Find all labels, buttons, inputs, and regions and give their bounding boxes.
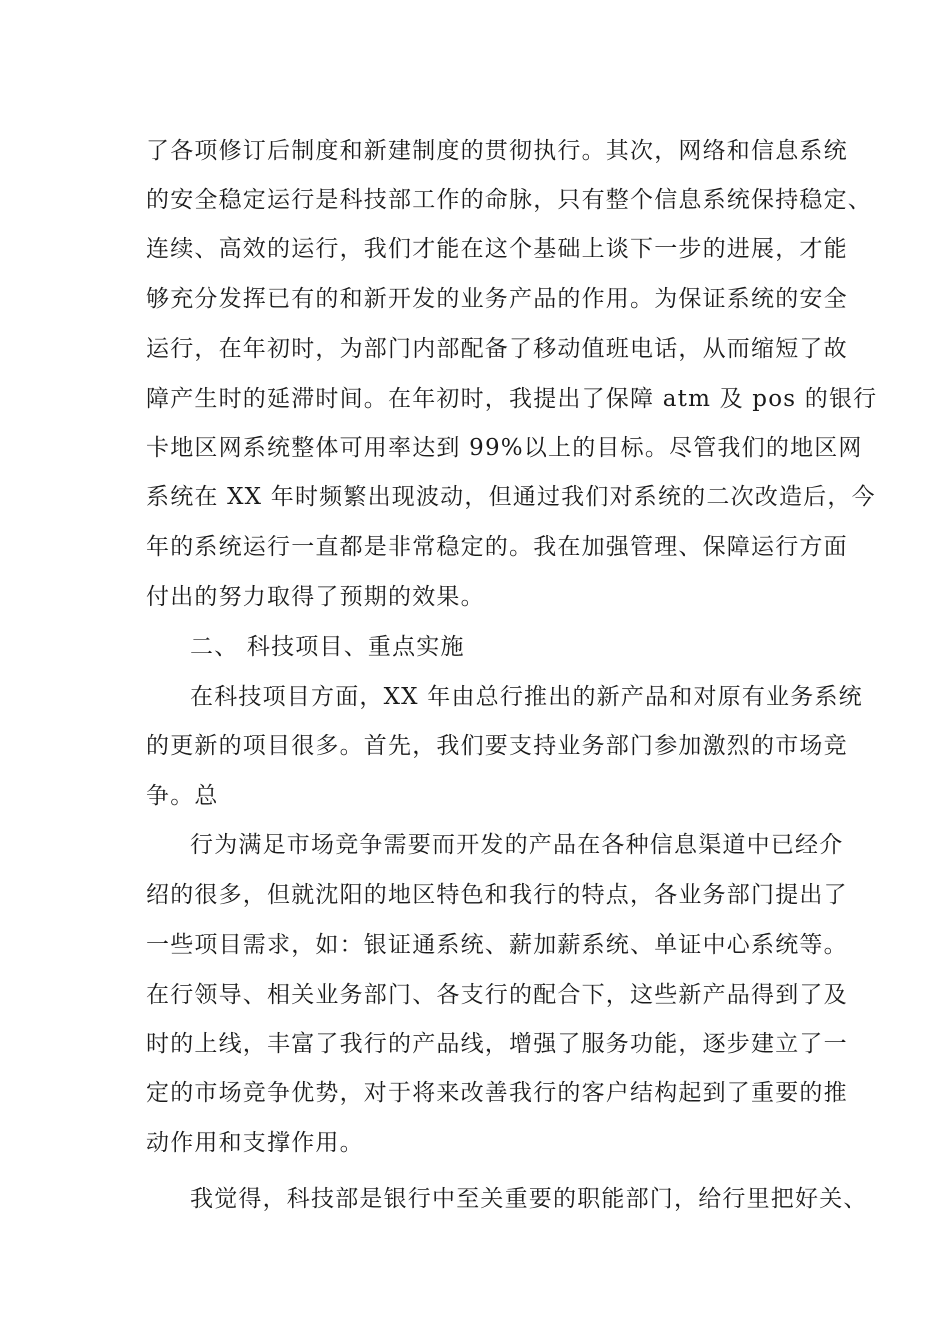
text-line: 连续、高效的运行，我们才能在这个基础上谈下一步的进展，才能 <box>146 236 848 262</box>
text-line: 一些项目需求，如：银证通系统、薪加薪系统、单证中心系统等。 <box>146 932 848 958</box>
text-line: 够充分发挥已有的和新开发的业务产品的作用。为保证系统的安全 <box>146 286 848 312</box>
text-line: 运行，在年初时，为部门内部配备了移动值班电话，从而缩短了故 <box>146 336 848 362</box>
text-line: 行为满足市场竞争需要而开发的产品在各种信息渠道中已经介 <box>190 832 844 858</box>
text-line: 动作用和支撑作用。 <box>146 1130 364 1156</box>
text-line: 在行领导、相关业务部门、各支行的配合下，这些新产品得到了及 <box>146 982 848 1008</box>
text-line: 定的市场竞争优势，对于将来改善我行的客户结构起到了重要的推 <box>146 1080 848 1106</box>
text-line: 绍的很多，但就沈阳的地区特色和我行的特点，各业务部门提出了 <box>146 882 848 908</box>
text-line: 系统在 XX 年时频繁出现波动，但通过我们对系统的二次改造后，今 <box>146 484 876 510</box>
text-line: 时的上线，丰富了我行的产品线，增强了服务功能，逐步建立了一 <box>146 1031 848 1057</box>
section-heading: 二、 科技项目、重点实施 <box>190 634 465 660</box>
text-line: 在科技项目方面，XX 年由总行推出的新产品和对原有业务系统 <box>190 684 863 710</box>
text-line: 我觉得，科技部是银行中至关重要的职能部门，给行里把好关、 <box>190 1186 868 1212</box>
text-line: 了各项修订后制度和新建制度的贯彻执行。其次，网络和信息系统 <box>146 138 848 164</box>
text-line: 付出的努力取得了预期的效果。 <box>146 584 485 610</box>
text-line: 争。总 <box>146 783 219 809</box>
text-line: 的安全稳定运行是科技部工作的命脉，只有整个信息系统保持稳定、 <box>146 187 872 213</box>
text-line: 障产生时的延滞时间。在年初时，我提出了保障 atm 及 pos 的银行 <box>146 386 878 412</box>
text-line: 的更新的项目很多。首先，我们要支持业务部门参加激烈的市场竞 <box>146 733 848 759</box>
text-line: 年的系统运行一直都是非常稳定的。我在加强管理、保障运行方面 <box>146 534 848 560</box>
text-line: 卡地区网系统整体可用率达到 99%以上的目标。尽管我们的地区网 <box>146 435 863 461</box>
